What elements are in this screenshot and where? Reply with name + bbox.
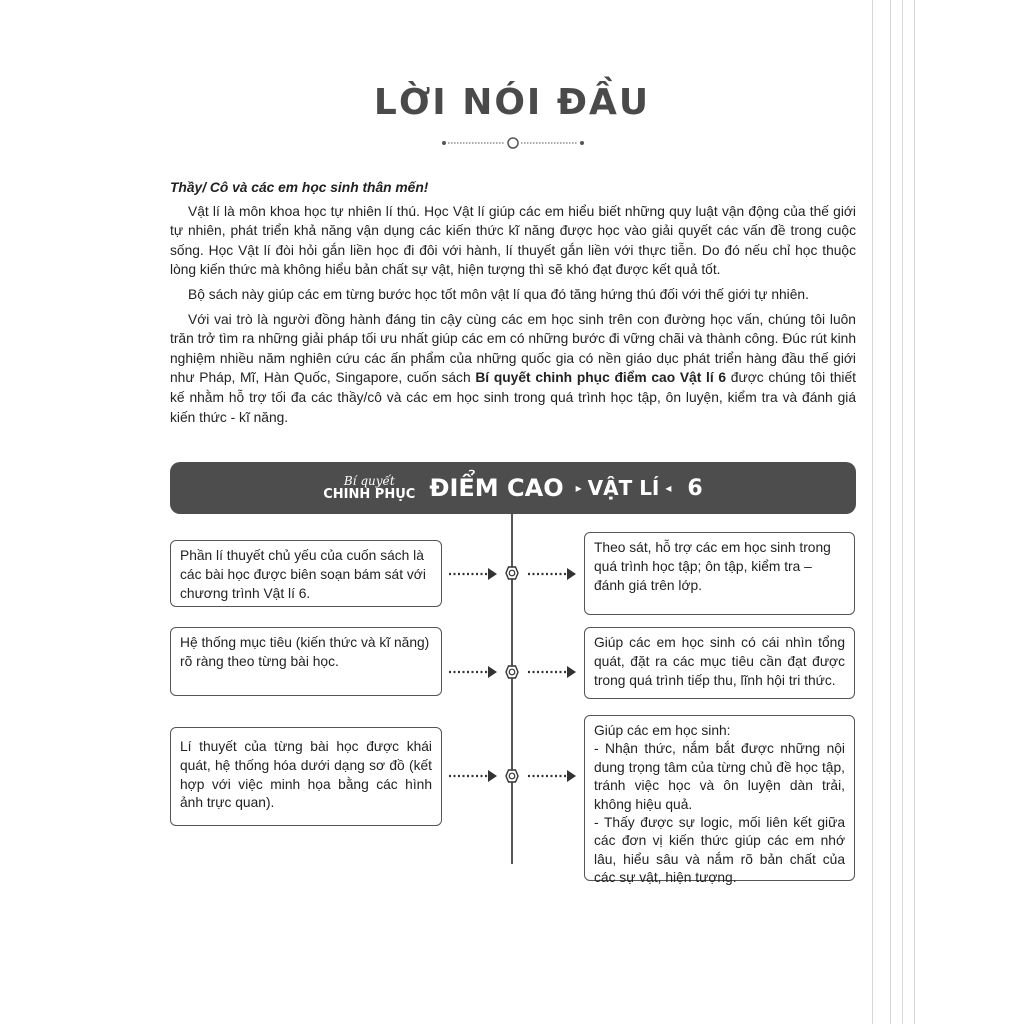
dotted-arrow-icon bbox=[448, 566, 498, 582]
hub-node-icon bbox=[505, 665, 519, 679]
hub-node-icon bbox=[505, 769, 519, 783]
banner-bi-quyet: Bí quyết bbox=[343, 473, 395, 488]
triangle-left-icon: ◂ bbox=[665, 481, 672, 495]
dotted-arrow-icon bbox=[448, 768, 498, 784]
book-banner bbox=[170, 462, 856, 514]
intro-paragraph-3 bbox=[170, 310, 856, 428]
benefit-line: - Thấy được sự logic, mối liên kết giữa các đơn vị kiến thức giúp các em nhớ lâu, hiểu sâu và nắm rõ bản chất của các sự vật, hiện tượng. bbox=[594, 815, 845, 886]
hub-node-icon bbox=[505, 566, 519, 580]
dotted-arrow-icon bbox=[527, 768, 577, 784]
banner-diem-cao: ĐIỂM CAO bbox=[429, 474, 564, 502]
paragraph-3-start: Với vai trò là người đồng hành đáng tin cậy cùng các em học sinh trên con đường học vấn, chúng tôi luôn trăn trở tìm ra những giải pháp tối ưu nhất giúp các em có những bước đi vững chãi và thành công. Đúc rút kinh nghiệm nhiều năm nghiên cứu các ấn phẩm của những quốc gia có nền giáo dục phát triển hàng đầu thế giới như Pháp, Mĩ, Hàn Quốc, Singapore, cuốn sách bbox=[170, 311, 856, 386]
benefit-line: - Nhận thức, nắm bắt được những nội dung trọng tâm của từng chủ đề học tập, tránh việc học và ôn luyện dàn trải, không hiệu quả. bbox=[594, 741, 845, 812]
feature-text: Lí thuyết của từng bài học được khái quát, hệ thống hóa dưới dạng sơ đồ (kết hợp với việc minh họa bằng các hình ảnh trực quan). bbox=[180, 739, 432, 811]
benefit-box-right-2 bbox=[584, 627, 855, 699]
benefit-box-right-3 bbox=[584, 715, 855, 886]
book-title-bold: Bí quyết chinh phục điểm cao Vật lí 6 bbox=[475, 370, 727, 386]
intro-paragraph-2: Bộ sách này giúp các em từng bước học tốt môn vật lí qua đó tăng hứng thú đối với thế giới tự nhiên. bbox=[188, 286, 809, 302]
feature-box-left-1 bbox=[170, 540, 442, 607]
banner-chinh-phuc: CHINH PHỤC bbox=[323, 486, 416, 502]
page-edge-line bbox=[872, 0, 873, 1024]
dotted-arrow-icon bbox=[527, 664, 577, 680]
dotted-arrow-icon bbox=[527, 566, 577, 582]
greeting: Thầy/ Cô và các em học sinh thân mến! bbox=[170, 180, 429, 195]
page-edge-line bbox=[914, 0, 915, 1024]
feature-text: Phần lí thuyết chủ yếu của cuốn sách là các bài học được biên soạn bám sát với chương trình Vật lí 6. bbox=[180, 548, 426, 601]
benefit-line: Giúp các em học sinh: bbox=[594, 723, 731, 738]
banner-logo bbox=[323, 475, 415, 502]
page-edge-line bbox=[902, 0, 903, 1024]
banner-grade: 6 bbox=[687, 475, 703, 501]
dotted-arrow-icon bbox=[448, 664, 498, 680]
paragraph-3-end: được chúng tôi thiết kế nhằm hỗ trợ tối đa các thầy/cô và các em học sinh trong quá trình học tập, ôn luyện, kiểm tra và đánh giá kiến thức - kĩ năng. bbox=[170, 370, 856, 425]
feature-box-left-2 bbox=[170, 627, 442, 696]
intro-paragraph-1: Vật lí là môn khoa học tự nhiên lí thú. Học Vật lí giúp các em hiểu biết những quy luật vận động của thế giới tự nhiên, phát triển khả năng vận dụng các kiến thức kĩ năng được học vào giải quyết các vấn đề trong cuộc sống. Học Vật lí đòi hỏi gắn liền học đi đôi với hành, lí thuyết gắn liền với thực tiễn. Do đó nếu chỉ học thuộc lòng kiến thức mà không hiểu bản chất sự vật, hiện tượng thì sẽ khó đạt được kết quả tốt. bbox=[170, 203, 856, 278]
benefit-text: Giúp các em học sinh có cái nhìn tổng quát, đặt ra các mục tiêu cần đạt được trong quá trình tiếp thu, lĩnh hội tri thức. bbox=[594, 635, 845, 688]
feature-text: Hệ thống mục tiêu (kiến thức và kĩ năng) rõ ràng theo từng bài học. bbox=[180, 635, 430, 669]
title-ornament bbox=[442, 136, 584, 150]
triangle-right-icon: ▸ bbox=[575, 481, 582, 495]
benefit-box-right-1 bbox=[584, 532, 855, 615]
page-title: LỜI NÓI ĐẦU bbox=[373, 82, 651, 123]
page-edge-line bbox=[890, 0, 891, 1024]
intro-text bbox=[170, 178, 856, 432]
banner-subject: VẬT LÍ bbox=[587, 476, 660, 500]
feature-box-left-3 bbox=[170, 727, 442, 826]
benefit-text: Theo sát, hỗ trợ các em học sinh trong quá trình học tập; ôn tập, kiểm tra – đánh giá trên lớp. bbox=[594, 540, 831, 593]
